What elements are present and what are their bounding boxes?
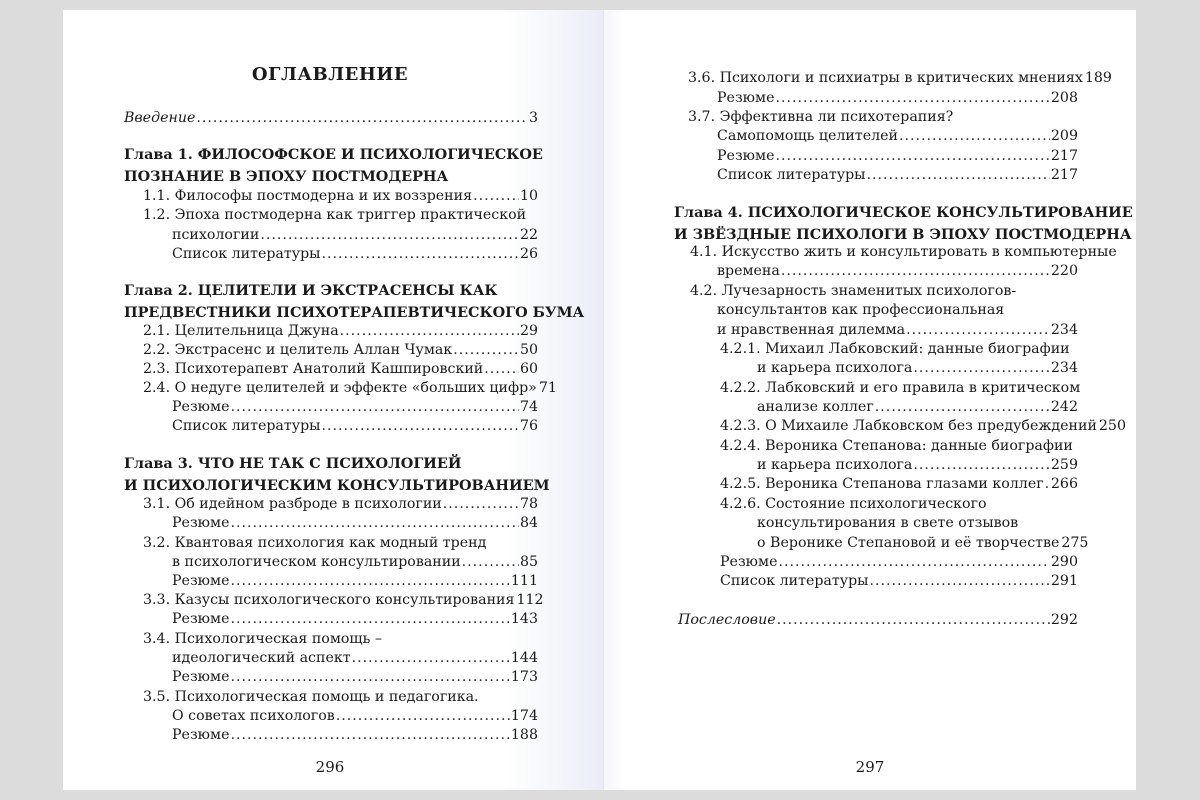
toc-entry-4-2-1[interactable]: и карьера психолога ..... 234: [757, 358, 1078, 378]
toc-entry-3-4-line1[interactable]: 3.4. Психологическая помощь –: [143, 631, 382, 647]
toc-entry-4-1[interactable]: времена ..... 220: [717, 261, 1078, 281]
toc-entry-4-2-6[interactable]: о Веронике Степановой и её творчестве 275: [757, 535, 1089, 551]
leader-dots: [778, 552, 1049, 572]
toc-entry-intro[interactable]: Введение ..... 3: [124, 108, 538, 128]
leader-dots: [473, 186, 519, 206]
toc-entry-2-4[interactable]: 2.4. О недуге целителей и эффекте «больших цифр» 71: [143, 380, 557, 396]
leader-dots: [230, 667, 509, 687]
leader-dots: [336, 706, 510, 726]
toc-entry-3-3-summary[interactable]: Резюме ..... 143: [172, 609, 538, 629]
toc-entry-3-bibliography[interactable]: Список литературы ..... 217: [717, 165, 1078, 185]
leader-dots: [777, 610, 1050, 630]
toc-entry-4-2-4-line1[interactable]: 4.2.4. Вероника Степанова: данные биографии: [720, 438, 1073, 454]
toc-entry-4-2-line1[interactable]: 4.2. Лучезарность знаменитых психологов-: [690, 283, 1017, 299]
toc-entry-4-2-6-line1[interactable]: 4.2.6. Состояние психологического: [720, 496, 987, 512]
toc-entry-afterword[interactable]: Послесловие ..... 292: [678, 610, 1078, 630]
leader-dots: [196, 108, 528, 128]
toc-entry-4-2[interactable]: и нравственная дилемма ..... 234: [717, 320, 1078, 340]
page-number-right: 297: [855, 758, 885, 776]
leader-dots: [230, 571, 509, 591]
toc-entry-4-2-5[interactable]: 4.2.5. Вероника Степанова глазами коллег ..... 266: [720, 474, 1078, 494]
chapter-2-heading[interactable]: Глава 2. ЦЕЛИТЕЛИ И ЭКСТРАСЕНСЫ КАК ПРЕДВЕСТНИКИ ПСИХОТЕРАПЕВТИЧЕСКОГО БУМА: [124, 282, 585, 321]
toc-entry-4-2-2[interactable]: анализе коллег ..... 242: [757, 397, 1078, 417]
toc-entry-4-2-line2[interactable]: консультантов как профессиональная: [717, 302, 1005, 318]
toc-entry-4-2-2-line1[interactable]: 4.2.2. Лабковский и его правила в критическом: [720, 380, 1081, 396]
toc-entry-3-4-summary[interactable]: Резюме ..... 173: [172, 667, 538, 687]
leader-dots: [906, 320, 1050, 340]
toc-entry-4-2-6-line2[interactable]: консультирования в свете отзывов: [757, 515, 1019, 531]
leader-dots: [230, 609, 509, 629]
book-spine: [603, 10, 604, 790]
toc-entry-4-1-line1[interactable]: 4.1. Искусство жить и консультировать в компьютерные: [690, 244, 1117, 260]
leader-dots: [1045, 474, 1050, 494]
toc-entry-2-2[interactable]: 2.2. Экстрасенс и целитель Аллан Чумак ..... 50: [143, 340, 538, 360]
toc-entry-3-6-summary[interactable]: Резюме ..... 208: [717, 88, 1078, 108]
toc-entry-4-2-1-line1[interactable]: 4.2.1. Михаил Лабковский: данные биографии: [720, 341, 1070, 357]
leader-dots: [484, 359, 519, 379]
toc-entry-3-4[interactable]: идеологический аспект ..... 144: [172, 648, 538, 668]
leader-dots: [260, 225, 519, 245]
toc-entry-2-3[interactable]: 2.3. Психотерапевт Анатолий Кашпировский ..... 60: [143, 359, 538, 379]
leader-dots: [775, 88, 1049, 108]
leader-dots: [775, 146, 1049, 166]
toc-entry-3-7[interactable]: Самопомощь целителей ..... 209: [717, 126, 1078, 146]
toc-entry-1-2-line1[interactable]: 1.2. Эпоха постмодерна как триггер практической: [143, 207, 527, 223]
leader-dots: [352, 648, 510, 668]
toc-entry-2-summary[interactable]: Резюме ..... 74: [172, 397, 538, 417]
leader-dots: [866, 165, 1049, 185]
leader-dots: [462, 552, 519, 572]
toc-entry-3-1-summary[interactable]: Резюме ..... 84: [172, 513, 538, 533]
toc-entry-3-5-summary[interactable]: Резюме ..... 188: [172, 725, 538, 745]
leader-dots: [230, 725, 509, 745]
leader-dots: [781, 261, 1050, 281]
leader-dots: [453, 340, 519, 360]
toc-entry-2-bibliography[interactable]: Список литературы ..... 76: [172, 416, 538, 436]
toc-entry-4-2-4[interactable]: и карьера психолога ..... 259: [757, 455, 1078, 475]
toc-entry-3-6[interactable]: 3.6. Психологи и психиатры в критических мнениях 189: [688, 70, 1112, 86]
leader-dots: [443, 494, 519, 514]
leader-dots: [340, 321, 519, 341]
toc-entry-4-bibliography[interactable]: Список литературы ..... 291: [720, 571, 1078, 591]
toc-entry-1-1[interactable]: 1.1. Философы постмодерна и их воззрения ..... 10: [143, 186, 538, 206]
toc-entry-3-1[interactable]: 3.1. Об идейном разброде в психологии ..... 78: [143, 494, 538, 514]
toc-entry-2-1[interactable]: 2.1. Целительница Джуна ..... 29: [143, 321, 538, 341]
leader-dots: [913, 358, 1050, 378]
toc-entry-3-2-line1[interactable]: 3.2. Квантовая психология как модный тренд: [143, 535, 487, 551]
toc-entry-3-7-line1[interactable]: 3.7. Эффективна ли психотерапия?: [688, 109, 954, 125]
toc-entry-3-3[interactable]: 3.3. Казусы психологического консультирования 112: [143, 592, 544, 608]
chapter-3-heading[interactable]: Глава 3. ЧТО НЕ ТАК С ПСИХОЛОГИЕЙ И ПСИХОЛОГИЧЕСКИМ КОНСУЛЬТИРОВАНИЕМ: [124, 455, 550, 494]
page-title: ОГЛАВЛЕНИЕ: [251, 64, 409, 85]
toc-entry-3-7-summary[interactable]: Резюме ..... 217: [717, 146, 1078, 166]
leader-dots: [875, 397, 1050, 417]
toc-entry-3-2-summary[interactable]: Резюме ..... 111: [172, 571, 538, 591]
leader-dots: [321, 416, 518, 436]
leader-dots: [230, 513, 518, 533]
toc-entry-3-5[interactable]: О советах психологов ..... 174: [172, 706, 538, 726]
toc-entry-3-5-line1[interactable]: 3.5. Психологическая помощь и педагогика.: [143, 689, 479, 705]
toc-entry-4-summary[interactable]: Резюме ..... 290: [720, 552, 1078, 572]
chapter-4-heading[interactable]: Глава 4. ПСИХОЛОГИЧЕСКОЕ КОНСУЛЬТИРОВАНИЕ И ЗВЁЗДНЫЕ ПСИХОЛОГИ В ЭПОХУ ПОСТМОДЕРНА: [674, 204, 1133, 243]
chapter-1-heading[interactable]: Глава 1. ФИЛОСОФСКОЕ И ПСИХОЛОГИЧЕСКОЕ ПОЗНАНИЕ В ЭПОХУ ПОСТМОДЕРНА: [124, 146, 543, 185]
leader-dots: [869, 571, 1049, 591]
toc-entry-1-2[interactable]: психологии ..... 22: [172, 225, 538, 245]
leader-dots: [913, 455, 1050, 475]
leader-dots: [230, 397, 518, 417]
leader-dots: [899, 126, 1050, 146]
toc-entry-4-2-3[interactable]: 4.2.3. О Михаиле Лабковском без предубеждений 250: [720, 418, 1126, 434]
toc-entry-3-2[interactable]: в психологическом консультировании ..... 85: [172, 552, 538, 572]
page-number-left: 296: [315, 758, 345, 776]
toc-entry-1-bibliography[interactable]: Список литературы ..... 26: [172, 244, 538, 264]
leader-dots: [321, 244, 518, 264]
